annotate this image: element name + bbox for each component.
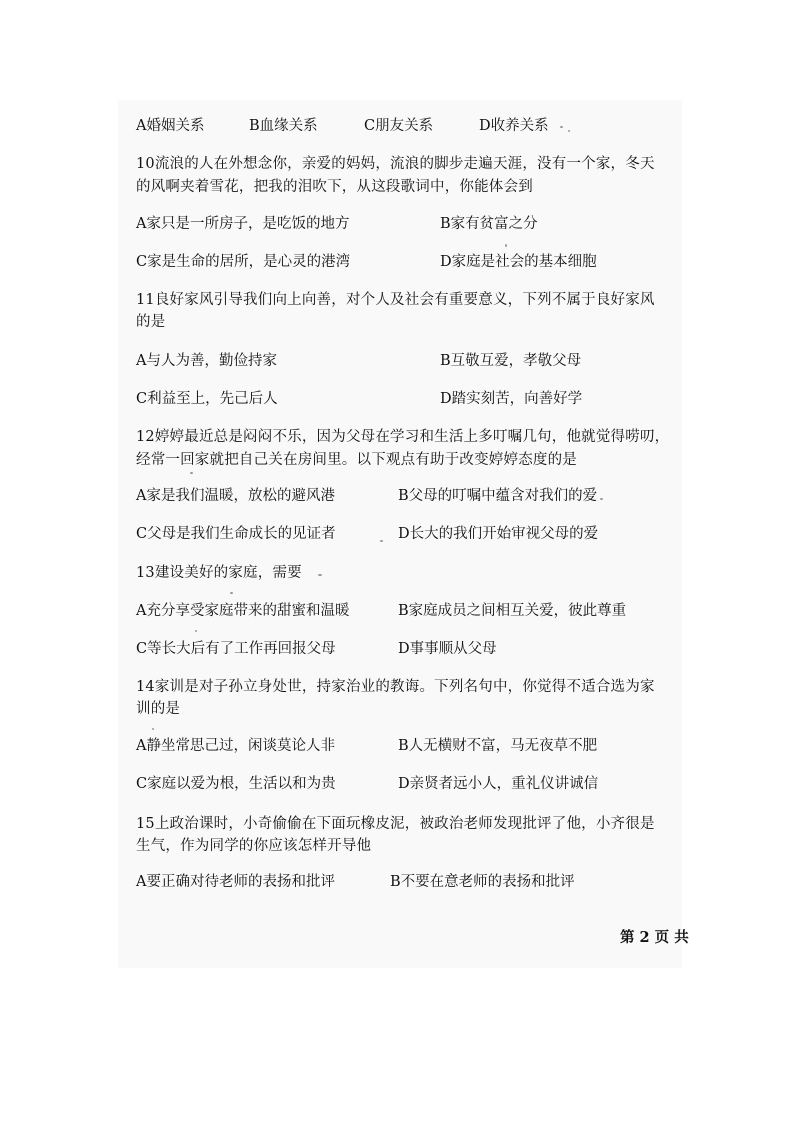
q13-option-c: C等长大后有了工作再回报父母 [136,641,336,657]
q10-option-a: A家只是一所房子，是吃饭的地方 [136,216,350,232]
scan-speck [560,126,563,128]
scan-speck [505,244,507,247]
q14-option-d: D亲贤者远小人，重礼仪讲诚信 [398,776,599,792]
q9-option-a: A婚姻关系 [136,118,205,134]
q13-option-b: B家庭成员之间相互关爱，彼此尊重 [398,603,627,619]
q14-stem-line1: 14家训是对子孙立身处世，持家治业的教诲。下列名句中，你觉得不适合选为家 [136,679,655,695]
q12-option-b: B父母的叮嘱中蕴含对我们的爱 [398,488,598,504]
q12-stem-line1: 12婷婷最近总是闷闷不乐，因为父母在学习和生活上多叮嘱几句，他就觉得唠叨， [136,429,670,445]
q15-option-b: B不要在意老师的表扬和批评 [390,874,575,890]
q12-option-c: C父母是我们生命成长的见证者 [136,526,336,542]
q10-stem-line1: 10流浪的人在外想念你，亲爱的妈妈，流浪的脚步走遍天涯，没有一个家，冬天 [136,156,655,172]
q15-option-a: A要正确对待老师的表扬和批评 [136,874,335,890]
q10-option-d: D家庭是社会的基本细胞 [440,254,597,270]
q11-stem-line1: 11良好家风引导我们向上向善，对个人及社会有重要意义，下列不属于良好家风 [136,292,655,308]
q14-stem-line2: 训的是 [136,701,181,717]
scan-speck [190,472,193,474]
q13-option-d: D事事顺从父母 [398,641,497,657]
q15-stem-line2: 生气，作为同学的你应该怎样开导他 [136,838,372,854]
scan-speck [318,574,322,576]
q12-option-d: D长大的我们开始审视父母的爱 [398,526,599,542]
q11-stem-line2: 的是 [136,314,166,330]
scan-speck [195,630,197,632]
q11-option-d: D踏实刻苦，向善好学 [440,391,583,407]
q12-stem-line2: 经常一回家就把自己关在房间里。以下观点有助于改变婷婷态度的是 [136,452,577,468]
q12-option-a: A家是我们温暖，放松的避风港 [136,488,335,504]
q13-stem-line1: 13建设美好的家庭，需要 [136,565,302,581]
q14-option-b: B人无横财不富，马无夜草不肥 [398,738,598,754]
scan-speck [568,130,570,132]
page-number: 第 2 页 共 [620,929,689,946]
scan-speck [230,592,233,594]
q15-stem-line1: 15上政治课时，小奇偷偷在下面玩橡皮泥，被政治老师发现批评了他，小齐很是 [136,816,655,832]
q14-option-c: C家庭以爱为根，生活以和为贵 [136,776,336,792]
scan-speck [600,498,603,500]
scan-speck [152,728,154,730]
q14-option-a: A静坐常思己过，闲谈莫论人非 [136,738,335,754]
scan-speck [380,540,383,542]
q9-option-c: C朋友关系 [364,118,434,134]
q9-option-b: B血缘关系 [249,118,318,134]
q13-option-a: A充分享受家庭带来的甜蜜和温暖 [136,603,350,619]
q10-stem-line2: 的风啊夹着雪花，把我的泪吹下，从这段歌词中，你能体会到 [136,179,533,195]
q11-option-b: B互敬互爱，孝敬父母 [440,353,582,369]
q11-option-c: C利益至上，先己后人 [136,391,278,407]
q10-option-b: B家有贫富之分 [440,216,538,232]
q10-option-c: C家是生命的居所，是心灵的港湾 [136,254,351,270]
q11-option-a: A与人为善，勤俭持家 [136,353,277,369]
q9-option-d: D收养关系 [479,118,549,134]
